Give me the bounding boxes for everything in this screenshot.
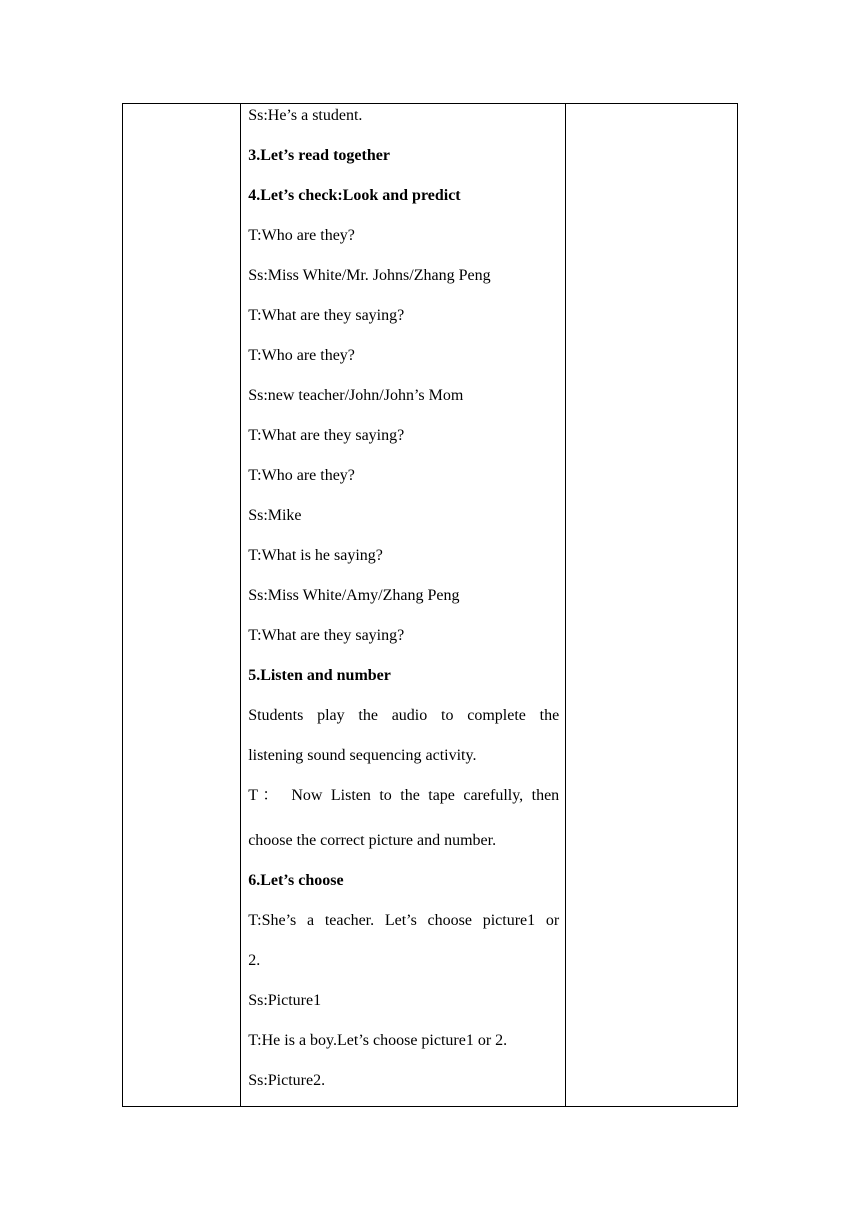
text-line: T： Now Listen to the tape carefully, then: [248, 787, 560, 804]
text-line: T:Who are they?: [248, 227, 355, 244]
text-line: Ss:He’s a student.: [248, 107, 363, 124]
text-line: T:Who are they?: [248, 467, 355, 484]
table-row: [123, 104, 738, 1107]
text-line: choose the correct picture and number.: [248, 832, 497, 849]
text-line: listening sound sequencing activity.: [248, 747, 477, 764]
text-line: T:What are they saying?: [248, 307, 405, 324]
lesson-table: [122, 103, 738, 1107]
procedure-content: [241, 104, 565, 1106]
text-line: Ss:Picture1: [248, 992, 322, 1009]
left-column-cell: [123, 104, 241, 1107]
text-line: 2.: [248, 952, 261, 969]
text-line: Ss:Miss White/Amy/Zhang Peng: [248, 587, 460, 604]
text-line: Students play the audio to complete the: [248, 707, 560, 724]
section-heading: 3.Let’s read together: [248, 147, 390, 164]
text-line: Ss:Mike: [248, 507, 302, 524]
text-line: T:What are they saying?: [248, 427, 405, 444]
text-line: T:What is he saying?: [248, 547, 383, 564]
text-line: T:What are they saying?: [248, 627, 405, 644]
right-column-cell: [565, 104, 737, 1107]
section-heading: 4.Let’s check:Look and predict: [248, 187, 461, 204]
section-heading: 5.Listen and number: [248, 667, 391, 684]
procedure-cell: [241, 104, 566, 1107]
text-line: T:Who are they?: [248, 347, 355, 364]
section-heading: 6.Let’s choose: [248, 872, 344, 889]
text-line: Ss:Miss White/Mr. Johns/Zhang Peng: [248, 267, 491, 284]
text-line: Ss:new teacher/John/John’s Mom: [248, 387, 464, 404]
text-line: T:She’s a teacher. Let’s choose picture1 or: [248, 912, 560, 929]
text-line: T:He is a boy.Let’s choose picture1 or 2.: [248, 1032, 508, 1049]
text-line: Ss:Picture2.: [248, 1072, 326, 1089]
